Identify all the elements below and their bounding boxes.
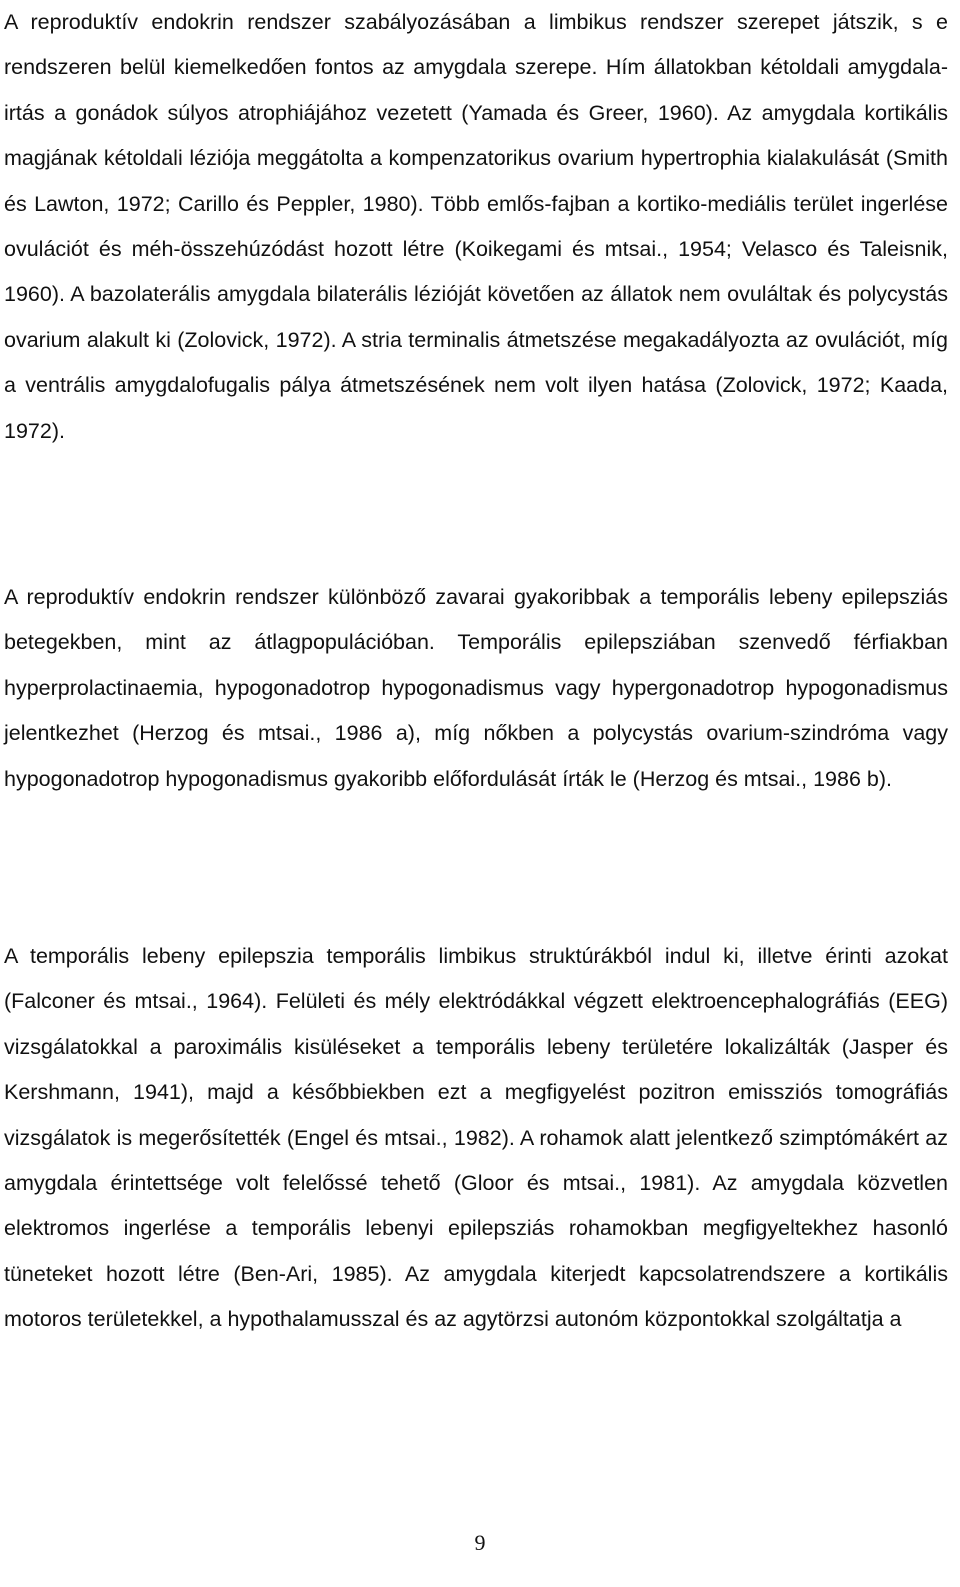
paragraph-temporal-lobe-epilepsy: A temporális lebeny epilepszia temporális limbikus struktúrákból indul ki, illetve érinti azokat (Falconer és mtsai., 1964). Felületi és mély elektródákkal végzett elektroencephalográfiás (EEG) vizsgálatokkal a paroximális kisüléseket a temporális lebeny területére lokalizálták (Jasper és Kershmann, 1941), majd a későbbiekben ezt a megfigyelést pozitron emissziós tomográfiás vizsgálatok is megerősítették (Engel és mtsai., 1982). A rohamok alatt jelentkező szimptómákért az amygdala érintettsége volt felelőssé tehető (Gloor és mtsai., 1981). Az amygdala közvetlen elektromos ingerlése a temporális lebenyi epilepsziás rohamokban megfigyeltekhez hasonló tüneteket hozott létre (Ben-Ari, 1985). Az amygdala kiterjedt kapcsolatrendszere a kortikális motoros területekkel, a hypothalamusszal és az agytörzsi autonóm központokkal szolgáltatja a [4, 944, 948, 1332]
paragraph-temporal-epilepsy-disorders: A reproduktív endokrin rendszer különböző zavarai gyakoribbak a temporális lebeny epilepsziás betegekben, mint az átlagpopulációban. Temporális epilepsziában szenvedő férfiakban hyperprolactinaemia, hypogonadotrop hypogonadismus vagy hypergonadotrop hypogonadismus jelentkezhet (Herzog és mtsai., 1986 a), míg nőkben a polycystás ovarium-szindróma vagy hypogonadotrop hypogonadismus gyakoribb előfordulását írták le (Herzog és mtsai., 1986 b). [4, 585, 948, 791]
page-number: 9 [474, 1530, 486, 1555]
paragraph-amygdala-reproduction: A reproduktív endokrin rendszer szabályozásában a limbikus rendszer szerepet játszik, s e rendszeren belül kiemelkedően fontos az amygdala szerepe. Hím állatokban kétoldali amygdala-irtás a gonádok súlyos atrophiájához vezetett (Yamada és Greer, 1960). Az amygdala kortikális magjának kétoldali léziója meggátolta a kompenzatorikus ovarium hypertrophia kialakulását (Smith és Lawton, 1972; Carillo és Peppler, 1980). Több emlős-fajban a kortiko-mediális terület ingerlése ovulációt és méh-összehúzódást hozott létre (Koikegami és mtsai., 1954; Velasco és Taleisnik, 1960). A bazolaterális amygdala bilaterális lézióját követően az állatok nem ovuláltak és polycystás ovarium alakult ki (Zolovick, 1972). A stria terminalis átmetszése megakadályozta az ovulációt, míg a ventrális amygdalofugalis pálya átmetszésének nem volt ilyen hatása (Zolovick, 1972; Kaada, 1972). [4, 10, 948, 443]
